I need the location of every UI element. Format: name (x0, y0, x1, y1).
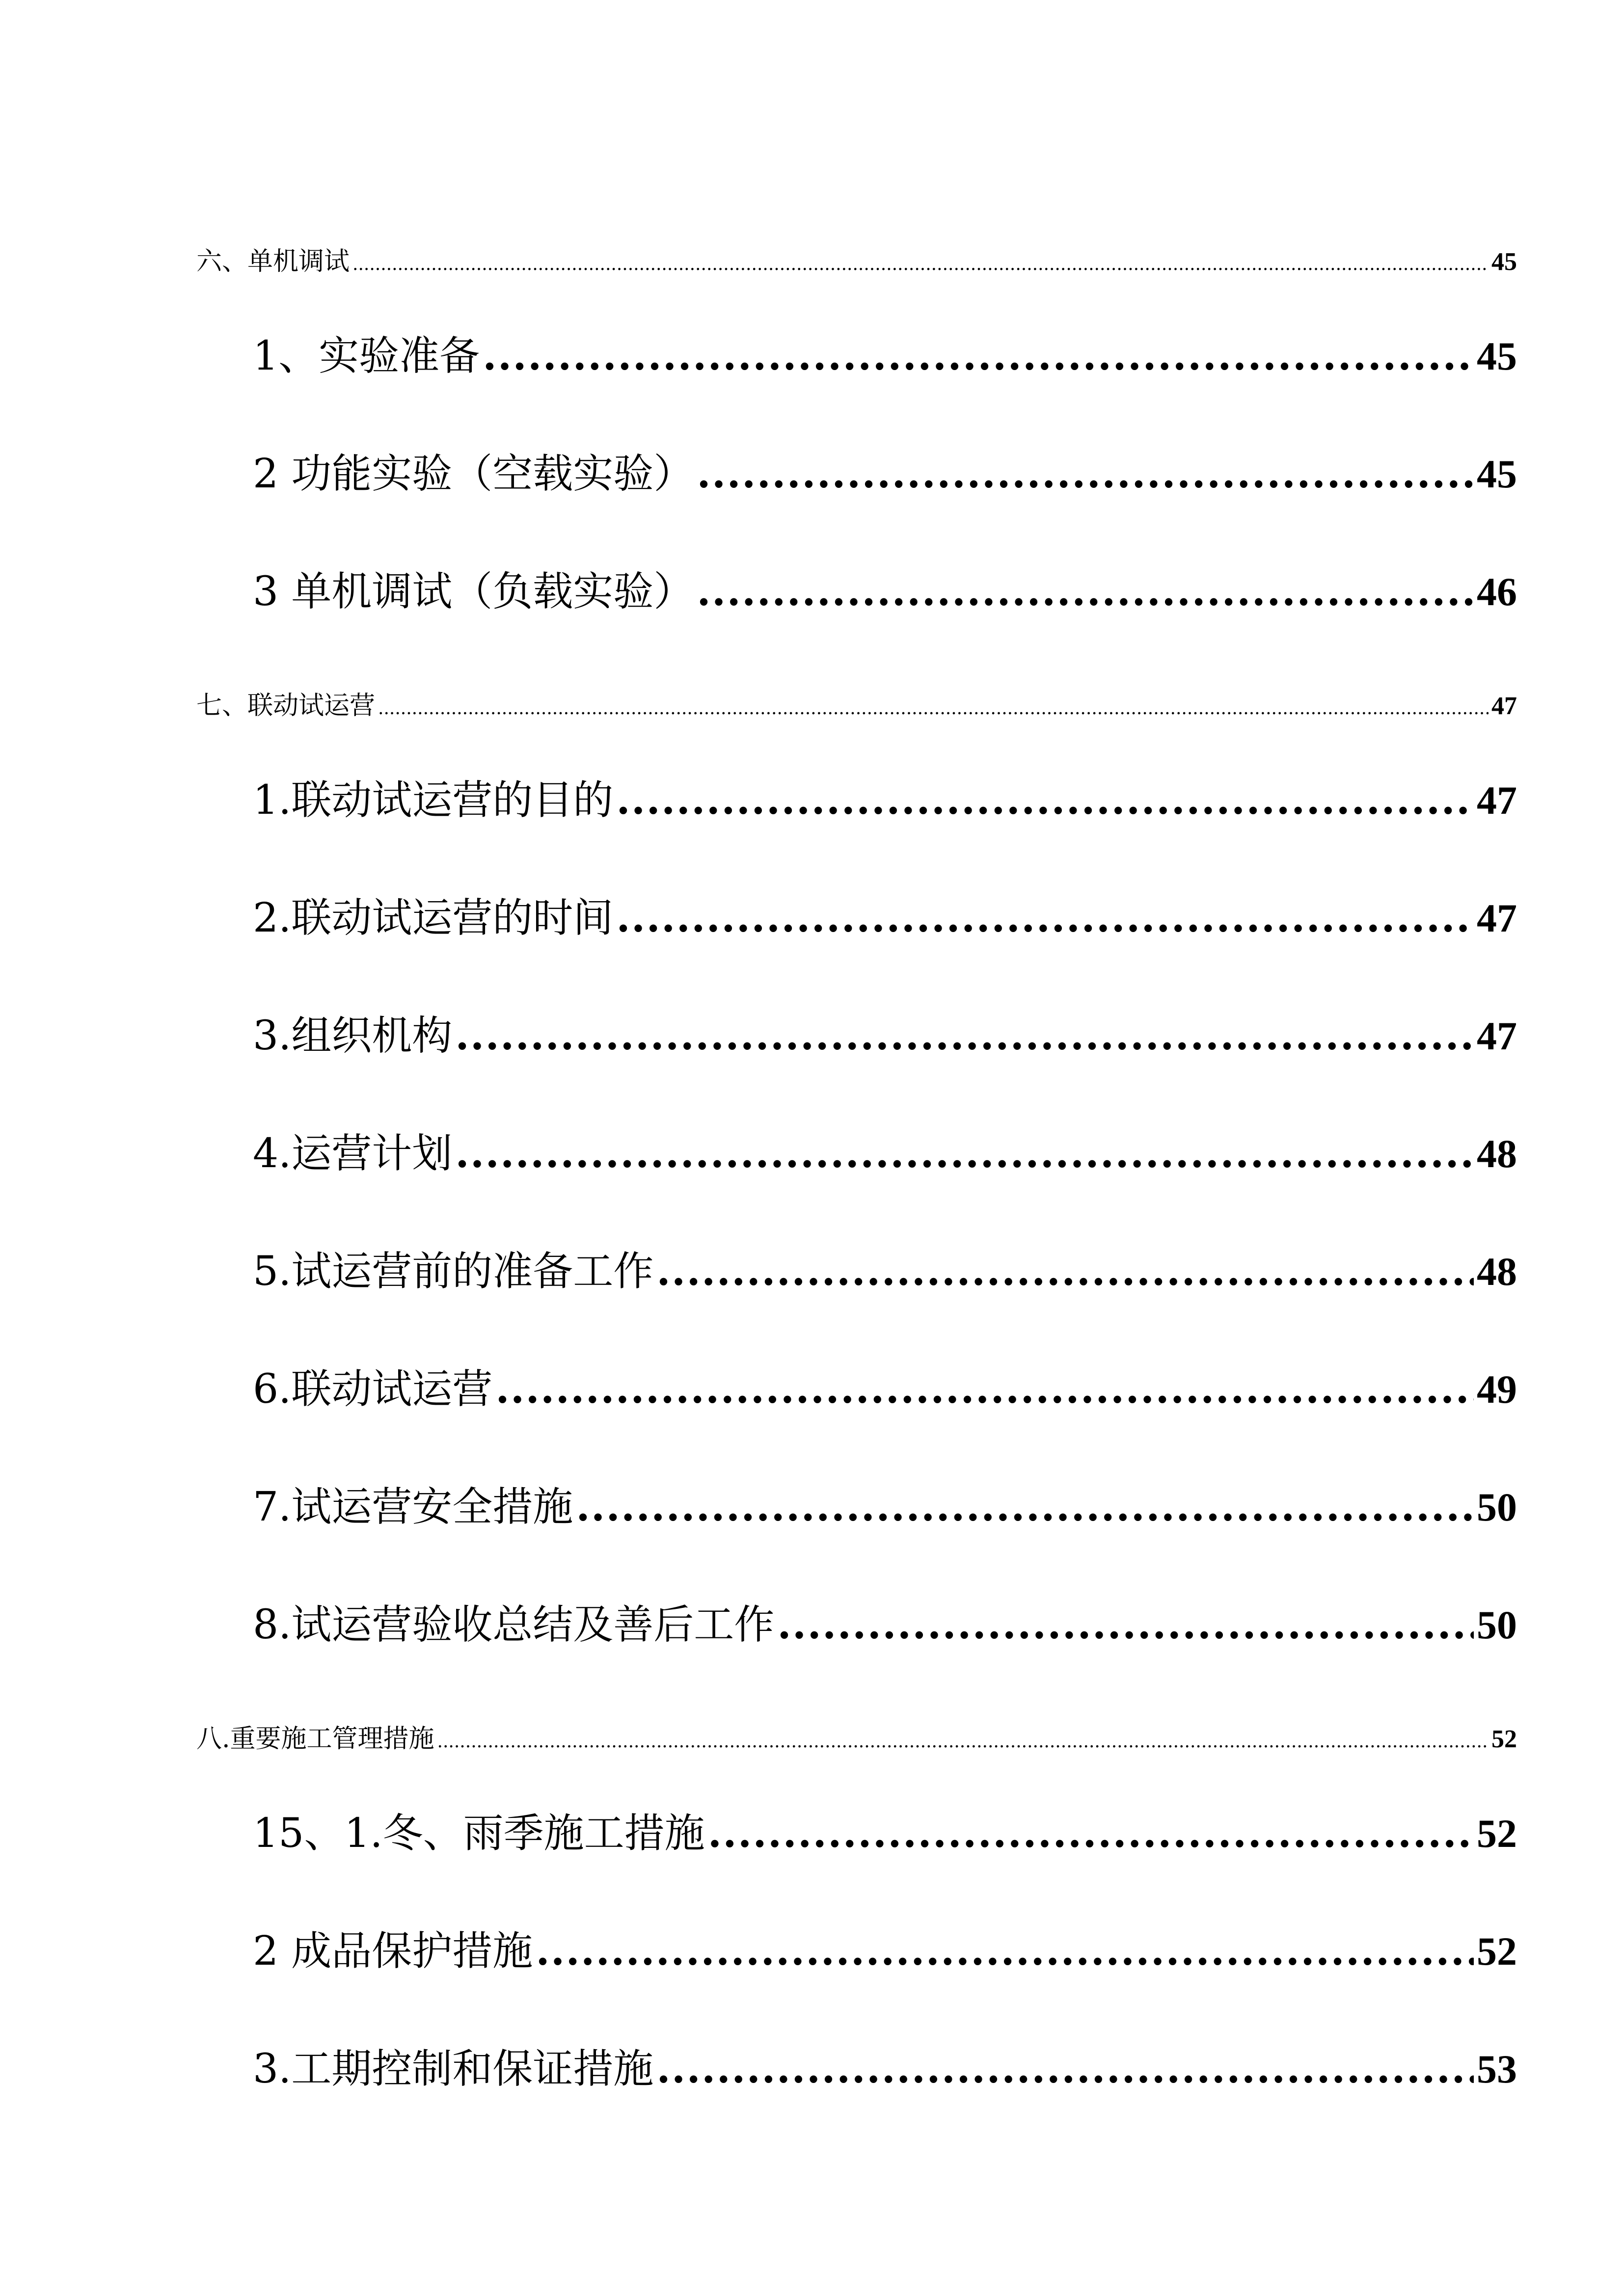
toc-entry[interactable] (253, 1239, 1517, 1293)
toc-entry-label: 2.联动试运营的时间 (253, 895, 614, 941)
toc-entry[interactable] (253, 1919, 1517, 1973)
toc-page-number: 47 (1491, 692, 1517, 720)
toc-entry-label: 1.联动试运营的目的 (253, 777, 614, 824)
toc-entry-label: 八.重要施工管理措施 (196, 1724, 434, 1754)
toc-entry[interactable] (253, 886, 1517, 940)
toc-entry[interactable] (253, 1801, 1517, 1855)
toc-entry[interactable] (196, 1718, 1517, 1752)
toc-entry-label: 1、实验准备 (253, 333, 480, 379)
toc-entry[interactable] (253, 1357, 1517, 1411)
toc-entry[interactable] (253, 2037, 1517, 2091)
toc-page-number: 45 (1477, 452, 1517, 496)
toc-leader-dots (536, 1927, 1474, 1975)
toc-page-number: 50 (1477, 1485, 1517, 1529)
toc-leader-dots (455, 1012, 1474, 1059)
toc-leader-dots (616, 894, 1474, 941)
toc-leader-dots (708, 1810, 1474, 1857)
toc-entry[interactable] (253, 442, 1517, 496)
toc-page-number: 50 (1477, 1602, 1517, 1647)
toc-entry[interactable] (253, 560, 1517, 614)
toc-page-number: 47 (1477, 1014, 1517, 1058)
toc-entry-label: 4.运营计划 (253, 1130, 453, 1177)
toc-leader-dots (656, 1248, 1474, 1295)
toc-leader-dots (616, 776, 1474, 824)
toc-page-number: 47 (1477, 778, 1517, 823)
toc-leader-dots (437, 1732, 1489, 1752)
toc-page-number: 48 (1477, 1249, 1517, 1294)
toc-page-number: 48 (1477, 1131, 1517, 1176)
toc-entry-label: 3.组织机构 (253, 1013, 453, 1059)
toc-entry[interactable] (253, 324, 1517, 378)
toc-leader-dots (455, 1130, 1474, 1177)
toc-entry-label: 7.试运营安全措施 (253, 1484, 573, 1530)
toc-page-number: 52 (1477, 1929, 1517, 1974)
toc-leader-dots (656, 2045, 1474, 2092)
toc-page-number: 45 (1491, 248, 1517, 276)
toc-page-number: 46 (1477, 569, 1517, 614)
toc-entry-label: 2 功能实验（空载实验） (253, 451, 694, 497)
toc-leader-dots (352, 254, 1489, 274)
toc-entry[interactable] (253, 1121, 1517, 1175)
toc-page-number: 52 (1477, 1811, 1517, 1856)
toc-leader-dots (483, 332, 1474, 379)
toc-entry-label: 8.试运营验收总结及善后工作 (253, 1602, 775, 1648)
toc-entry-label: 3 单机调试（负载实验） (253, 568, 694, 615)
toc-entry-label: 2 成品保护措施 (253, 1928, 533, 1975)
toc-entry[interactable] (253, 1593, 1517, 1647)
toc-entry[interactable] (253, 1004, 1517, 1058)
toc-page-number: 47 (1477, 896, 1517, 940)
toc-entry[interactable] (196, 685, 1517, 719)
toc-leader-dots (576, 1483, 1474, 1530)
toc-page-number: 53 (1477, 2047, 1517, 2091)
toc-entry[interactable] (196, 240, 1517, 275)
toc-entry-label: 六、单机调试 (196, 247, 350, 276)
toc-page-number: 52 (1491, 1725, 1517, 1753)
toc-entry-label: 15、1.冬、雨季施工措施 (253, 1810, 705, 1857)
toc-entry-label: 6.联动试运营 (253, 1366, 493, 1413)
toc-entry-label: 5.试运营前的准备工作 (253, 1248, 654, 1295)
toc-leader-dots (777, 1601, 1474, 1648)
toc-entry[interactable] (253, 1475, 1517, 1529)
toc-leader-dots (697, 450, 1474, 497)
toc-entry-label: 七、联动试运营 (196, 691, 376, 721)
toc-page-number: 45 (1477, 334, 1517, 378)
toc-leader-dots (495, 1365, 1474, 1413)
toc-entry[interactable] (253, 768, 1517, 822)
toc-page-number: 49 (1477, 1367, 1517, 1412)
toc-entry-label: 3.工期控制和保证措施 (253, 2046, 654, 2092)
toc-leader-dots (378, 698, 1489, 719)
toc-leader-dots (697, 568, 1474, 615)
